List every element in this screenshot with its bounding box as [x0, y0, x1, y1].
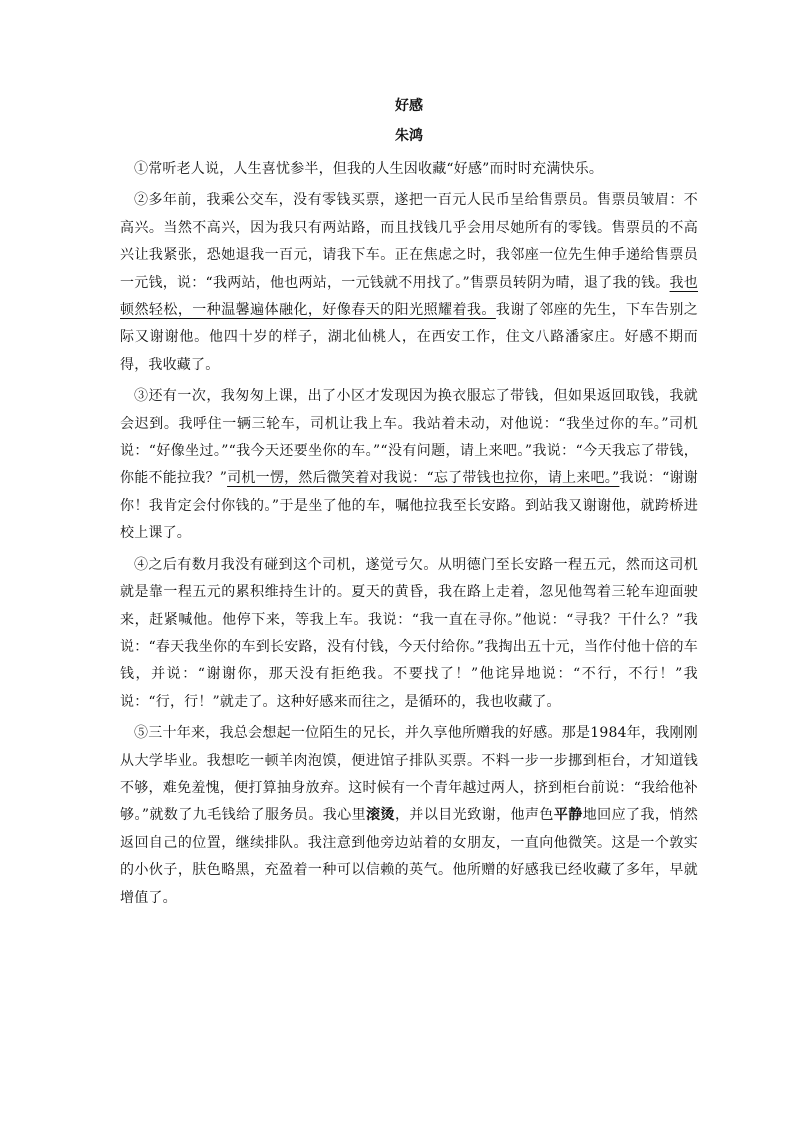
paragraph-3 [120, 383, 698, 547]
paragraph-text: ③还有一次，我匆匆上课，出了小区才发现因为换衣服忘了带钱，但如果返回取钱，我就会迟到。我呼住一辆三轮车，司机让我上车。我站着未动，对他说：“我坐过你的车。”司机说：“好像坐过。”“我今天还要坐你的车。”“没有问题，请上来吧。”我说：“今天我忘了带钱，你能不能拉我？” [120, 388, 698, 487]
paragraph-text: ②多年前，我乘公交车，没有零钱买票，遂把一百元人民币呈给售票员。售票员皱眉：不高兴。当然不高兴，因为我只有两站路，而且找钱几乎会用尽她所有的零钱。售票员的不高兴让我紧张，恐她退我一百元，请我下车。正在焦虑之时，我邻座一位先生伸手递给售票员一元钱，说：“我两站，他也两站，一元钱就不用找了。”售票员转阴为晴，退了我的钱。 [120, 192, 698, 291]
paragraph-text: ④之后有数月我没有碰到这个司机，遂觉亏欠。从明德门至长安路一程五元，然而这司机就是靠一程五元的累积维持生计的。夏天的黄昏，我在路上走着，忽见他驾着三轮车迎面驶来，赶紧喊他。他停下来，等我上车。我说：“我一直在寻你。”他说：“寻我？干什么？”我说：“春天我坐你的车到长安路，没有付钱，今天付给你。”我掏出五十元，当作付他十倍的车钱，并说：“谢谢你，那天没有拒绝我。不要找了！”他诧异地说：“不行，不行！”我说：“行，行！”就走了。这种好感来而往之，是循环的，我也收藏了。 [120, 556, 698, 710]
article-body [120, 156, 698, 912]
article-author: 朱鸿 [395, 128, 423, 144]
emphasized-text: 滚烫 [366, 807, 395, 824]
document-page [120, 96, 698, 916]
paragraph-text: 我说：“谢谢你！我肯定会付你钱的。”于是坐了他的车，嘱他拉我至长安路。到站我又谢谢他，就跨桥进校上课了。 [120, 470, 698, 542]
article-title: 好感 [395, 98, 423, 114]
paragraph-text: 地回应了我，悄然返回自己的位置，继续排队。我注意到他旁边站着的女朋友，一直向他微笑。这是一个敦实的小伙子，肤色略黑，充盈着一种可以信赖的英气。他所赠的好感我已经收藏了多年，早就增值了。 [120, 807, 698, 906]
emphasized-text: 平静 [553, 807, 583, 824]
paragraph-text: ⑤三十年来，我总会想起一位陌生的兄长，并久享他所赠我的好感。那是1984年，我刚刚从大学毕业。我想吃一顿羊肉泡馍，便进馆子排队买票。不料一步一步挪到柜台，才知道钱不够，难免羞愧，便打算抽身放弃。这时候有一个青年越过两人，挤到柜台前说：“我给他补够。”就数了九毛钱给了服务员。我心里 [120, 725, 698, 824]
underlined-text: 我也顿然轻松，一种温馨遍体融化，好像春天的阳光照耀着我。 [120, 274, 699, 319]
paragraph-text: 我谢了邻座的先生，下车告别之际又谢谢他。他四十岁的样子，湖北仙桃人，在西安工作，住文八路潘家庄。好感不期而得，我收藏了。 [120, 302, 698, 373]
paragraph-4 [120, 552, 698, 716]
underlined-text: 司机一愣，然后微笑着对我说：“忘了带钱也拉你，请上来吧。” [227, 470, 620, 487]
paragraph-1 [120, 156, 698, 183]
paragraph-5 [120, 720, 698, 912]
paragraph-text: ，并以目光致谢，他声色 [394, 807, 554, 824]
paragraph-text: ①常听老人说，人生喜忧参半，但我的人生因收藏“好感”而时时充满快乐。 [134, 161, 604, 177]
paragraph-2 [120, 187, 698, 379]
